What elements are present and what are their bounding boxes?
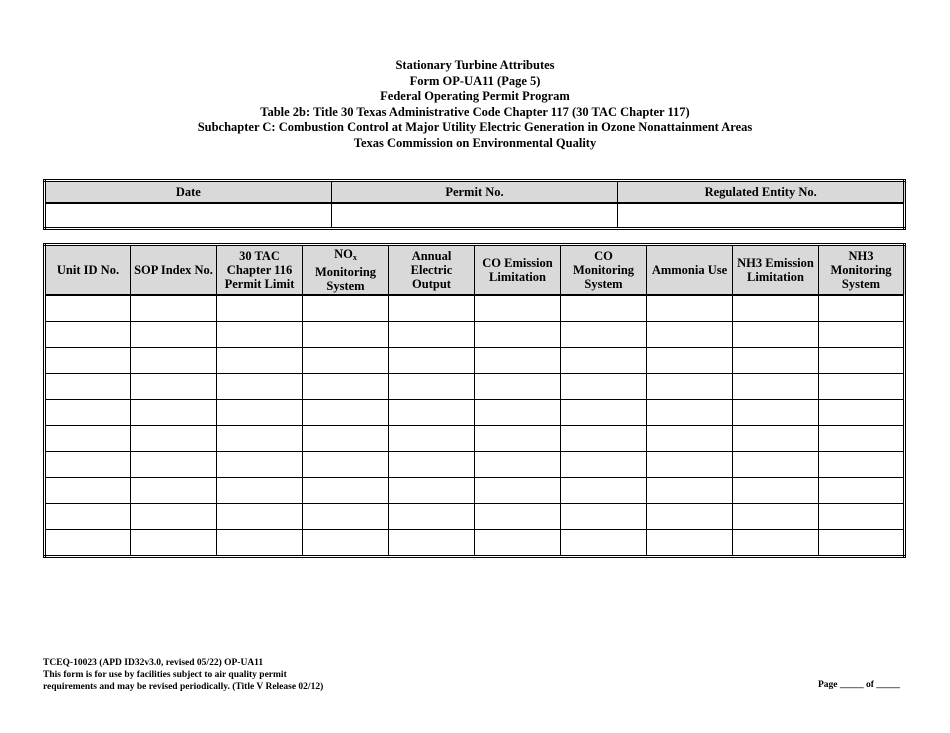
table-cell[interactable]	[131, 400, 217, 426]
table-cell[interactable]	[647, 478, 733, 504]
table-cell[interactable]	[389, 530, 475, 557]
table-cell[interactable]	[819, 478, 905, 504]
table-cell[interactable]	[45, 400, 131, 426]
table-row	[45, 530, 905, 557]
chapter-116-permit-limit-header: 30 TAC Chapter 116 Permit Limit	[217, 245, 303, 296]
table-cell[interactable]	[131, 504, 217, 530]
table-title: Table 2b: Title 30 Texas Administrative Code Chapter 117 (30 TAC Chapter 117)	[260, 104, 690, 119]
permit-no-header: Permit No.	[331, 181, 618, 204]
table-cell[interactable]	[45, 295, 131, 322]
table-cell[interactable]	[217, 426, 303, 452]
regulated-entity-field[interactable]	[618, 203, 905, 229]
table-row	[45, 504, 905, 530]
table-cell[interactable]	[647, 504, 733, 530]
form-subtitle: Form OP-UA11 (Page 5)	[409, 73, 541, 88]
table-cell[interactable]	[475, 295, 561, 322]
table-cell[interactable]	[561, 478, 647, 504]
table-cell[interactable]	[647, 426, 733, 452]
table-cell[interactable]	[647, 530, 733, 557]
table-cell[interactable]	[131, 530, 217, 557]
table-cell[interactable]	[131, 322, 217, 348]
table-cell[interactable]	[819, 400, 905, 426]
table-cell[interactable]	[733, 400, 819, 426]
table-cell[interactable]	[45, 348, 131, 374]
date-field[interactable]	[45, 203, 332, 229]
table-cell[interactable]	[389, 348, 475, 374]
table-cell[interactable]	[733, 530, 819, 557]
table-cell[interactable]	[303, 452, 389, 478]
table-cell[interactable]	[303, 400, 389, 426]
table-cell[interactable]	[561, 452, 647, 478]
table-cell[interactable]	[475, 400, 561, 426]
table-cell[interactable]	[389, 478, 475, 504]
table-cell[interactable]	[475, 322, 561, 348]
table-cell[interactable]	[733, 295, 819, 322]
table-cell[interactable]	[733, 374, 819, 400]
table-cell[interactable]	[217, 478, 303, 504]
table-row	[45, 295, 905, 322]
table-cell[interactable]	[733, 322, 819, 348]
table-cell[interactable]	[389, 426, 475, 452]
table-cell[interactable]	[561, 374, 647, 400]
usage-note-line-2: requirements and may be revised periodically. (Title V Release 02/12)	[43, 682, 324, 692]
form-title: Stationary Turbine Attributes	[395, 58, 555, 72]
table-cell[interactable]	[303, 374, 389, 400]
table-cell[interactable]	[303, 426, 389, 452]
table-cell[interactable]	[131, 426, 217, 452]
permit-no-field[interactable]	[331, 203, 618, 229]
agency-name: Texas Commission on Environmental Quality	[353, 135, 597, 150]
table-cell[interactable]	[819, 322, 905, 348]
table-cell[interactable]	[819, 452, 905, 478]
usage-note-line-1: This form is for use by facilities subject to air quality permit	[43, 670, 287, 680]
attributes-body	[45, 295, 905, 557]
table-cell[interactable]	[303, 295, 389, 322]
table-cell[interactable]	[475, 530, 561, 557]
table-cell[interactable]	[647, 452, 733, 478]
co-monitoring-system-header: CO Monitoring System	[561, 245, 647, 296]
table-cell[interactable]	[475, 374, 561, 400]
table-cell[interactable]	[217, 295, 303, 322]
table-cell[interactable]	[131, 452, 217, 478]
table-cell[interactable]	[819, 504, 905, 530]
co-emission-limitation-header: CO Emission Limitation	[475, 245, 561, 296]
attributes-header-row	[45, 245, 905, 296]
table-cell[interactable]	[45, 530, 131, 557]
table-cell[interactable]	[217, 504, 303, 530]
table-row	[45, 452, 905, 478]
table-cell[interactable]	[733, 426, 819, 452]
table-cell[interactable]	[647, 322, 733, 348]
table-row	[45, 374, 905, 400]
table-cell[interactable]	[819, 426, 905, 452]
table-cell[interactable]	[475, 426, 561, 452]
regulated-entity-header: Regulated Entity No.	[618, 181, 905, 204]
sop-index-header: SOP Index No.	[131, 245, 217, 296]
table-cell[interactable]	[647, 348, 733, 374]
table-cell[interactable]	[561, 348, 647, 374]
attributes-table	[43, 243, 906, 558]
table-cell[interactable]	[733, 478, 819, 504]
table-cell[interactable]	[819, 374, 905, 400]
table-cell[interactable]	[303, 348, 389, 374]
table-cell[interactable]	[475, 504, 561, 530]
table-row	[45, 348, 905, 374]
table-cell[interactable]	[475, 478, 561, 504]
ammonia-use-header: Ammonia Use	[647, 245, 733, 296]
annual-electric-output-header: Annual Electric Output	[389, 245, 475, 296]
date-header: Date	[45, 181, 332, 204]
info-table	[43, 179, 906, 230]
table-cell[interactable]	[561, 426, 647, 452]
table-cell[interactable]	[819, 348, 905, 374]
page-number: Page _____ of _____	[818, 680, 901, 690]
nox-monitoring-system-header: $NO_x$ Monitoring System	[303, 245, 389, 296]
info-header-row	[45, 181, 905, 204]
nh3-emission-limitation-header: NH3 Emission Limitation	[733, 245, 819, 296]
table-cell[interactable]	[217, 452, 303, 478]
form-header	[0, 58, 950, 151]
unit-id-header: Unit ID No.	[45, 245, 131, 296]
table-row	[45, 426, 905, 452]
table-cell[interactable]	[561, 322, 647, 348]
table-cell[interactable]	[475, 348, 561, 374]
table-cell[interactable]	[819, 295, 905, 322]
table-cell[interactable]	[389, 452, 475, 478]
table-row	[45, 322, 905, 348]
table-row	[45, 400, 905, 426]
table-cell[interactable]	[475, 452, 561, 478]
table-cell[interactable]	[733, 504, 819, 530]
table-cell[interactable]	[733, 348, 819, 374]
table-cell[interactable]	[303, 504, 389, 530]
table-cell[interactable]	[131, 374, 217, 400]
table-cell[interactable]	[561, 295, 647, 322]
table-cell[interactable]	[647, 374, 733, 400]
table-cell[interactable]	[217, 322, 303, 348]
table-cell[interactable]	[389, 504, 475, 530]
form-footer	[43, 657, 323, 693]
table-cell[interactable]	[389, 322, 475, 348]
table-cell[interactable]	[389, 295, 475, 322]
table-cell[interactable]	[217, 400, 303, 426]
table-row	[45, 478, 905, 504]
table-cell[interactable]	[561, 504, 647, 530]
table-cell[interactable]	[45, 322, 131, 348]
table-cell[interactable]	[45, 504, 131, 530]
table-cell[interactable]	[389, 400, 475, 426]
table-cell[interactable]	[303, 530, 389, 557]
table-cell[interactable]	[217, 374, 303, 400]
program-name: Federal Operating Permit Program	[380, 89, 570, 103]
table-cell[interactable]	[217, 348, 303, 374]
table-cell[interactable]	[647, 295, 733, 322]
table-cell[interactable]	[131, 478, 217, 504]
table-cell[interactable]	[45, 426, 131, 452]
table-cell[interactable]	[733, 452, 819, 478]
table-cell[interactable]	[131, 348, 217, 374]
table-cell[interactable]	[131, 295, 217, 322]
table-cell[interactable]	[303, 322, 389, 348]
table-cell[interactable]	[303, 478, 389, 504]
info-entry-row	[45, 203, 905, 229]
table-cell[interactable]	[561, 400, 647, 426]
table-cell[interactable]	[819, 530, 905, 557]
table-cell[interactable]	[389, 374, 475, 400]
table-cell[interactable]	[217, 530, 303, 557]
table-cell[interactable]	[45, 374, 131, 400]
form-id-line: TCEQ-10023 (APD ID32v3.0, revised 05/22) OP-UA11	[43, 658, 264, 668]
nh3-monitoring-system-header: NH3 Monitoring System	[819, 245, 905, 296]
table-cell[interactable]	[561, 530, 647, 557]
table-cell[interactable]	[45, 452, 131, 478]
table-cell[interactable]	[45, 478, 131, 504]
table-cell[interactable]	[647, 400, 733, 426]
subchapter-title: Subchapter C: Combustion Control at Major Utility Electric Generation in Ozone Nonattainment Areas	[197, 120, 753, 134]
